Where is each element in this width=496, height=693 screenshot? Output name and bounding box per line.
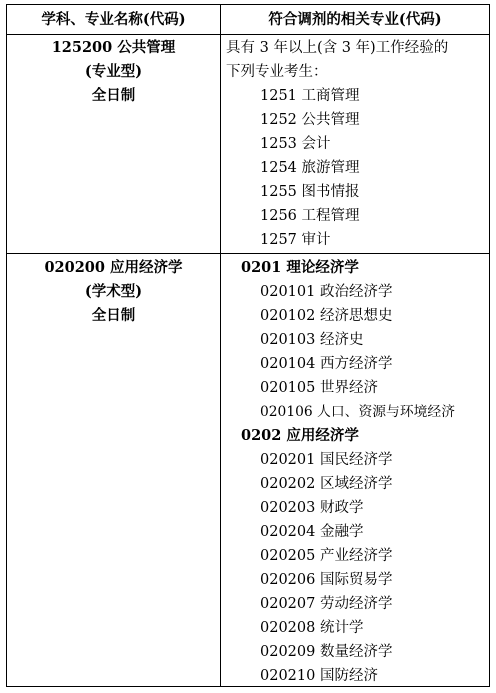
row-divider [7,253,489,254]
row1-item: 1252 公共管理 [260,112,360,128]
row2-group2-item: 020209 数量经济学 [260,644,393,660]
row1-item: 1255 图书情报 [260,184,360,200]
row2-group1-item: 020101 政治经济学 [260,284,393,300]
row2-group2-item: 020205 产业经济学 [260,548,393,564]
row1-major: 125200 公共管理 [51,39,176,56]
row2-group1-item: 020103 经济史 [260,332,364,348]
row2-group1-item: 020106 人口、资源与环境经济 [260,404,456,420]
row2-group2-item: 020206 国际贸易学 [260,572,393,588]
row2-major: 020200 应用经济学 [44,259,183,276]
row1-item: 1251 工商管理 [260,88,360,104]
header-col-major: 学科、专业名称(代码) [41,11,186,28]
row1-item: 1254 旅游管理 [260,160,360,176]
row1-item: 1256 工程管理 [260,208,360,224]
row1-type: (专业型) [84,63,143,80]
row2-group2-item: 020208 统计学 [260,620,364,636]
row2-group1-item: 020102 经济思想史 [260,308,393,324]
header-divider [7,34,489,35]
row2-group1-title: 0201 理论经济学 [241,259,359,276]
row2-group2-item: 020210 国防经济 [260,668,378,684]
row2-mode: 全日制 [91,307,136,324]
row2-group2-item: 020207 劳动经济学 [260,596,393,612]
row2-group2-item: 020201 国民经济学 [260,452,393,468]
row1-item: 1257 审计 [260,232,331,248]
adjustment-table [6,4,490,687]
row2-group2-item: 020203 财政学 [260,500,364,516]
row2-type: (学术型) [84,283,143,300]
row2-group2-item: 020204 金融学 [260,524,364,540]
header-col-related: 符合调剂的相关专业(代码) [268,11,442,28]
row1-mode: 全日制 [91,87,136,104]
row1-intro-line2: 下列专业考生： [226,64,328,80]
row1-item: 1253 会计 [260,136,331,152]
row1-intro-line1: 具有 3 年以上(含 3 年)工作经验的 [226,40,449,56]
row2-group1-item: 020105 世界经济 [260,380,378,396]
column-divider [220,5,221,686]
row2-group2-item: 020202 区域经济学 [260,476,393,492]
row2-group1-item: 020104 西方经济学 [260,356,393,372]
row2-group2-title: 0202 应用经济学 [241,427,359,444]
